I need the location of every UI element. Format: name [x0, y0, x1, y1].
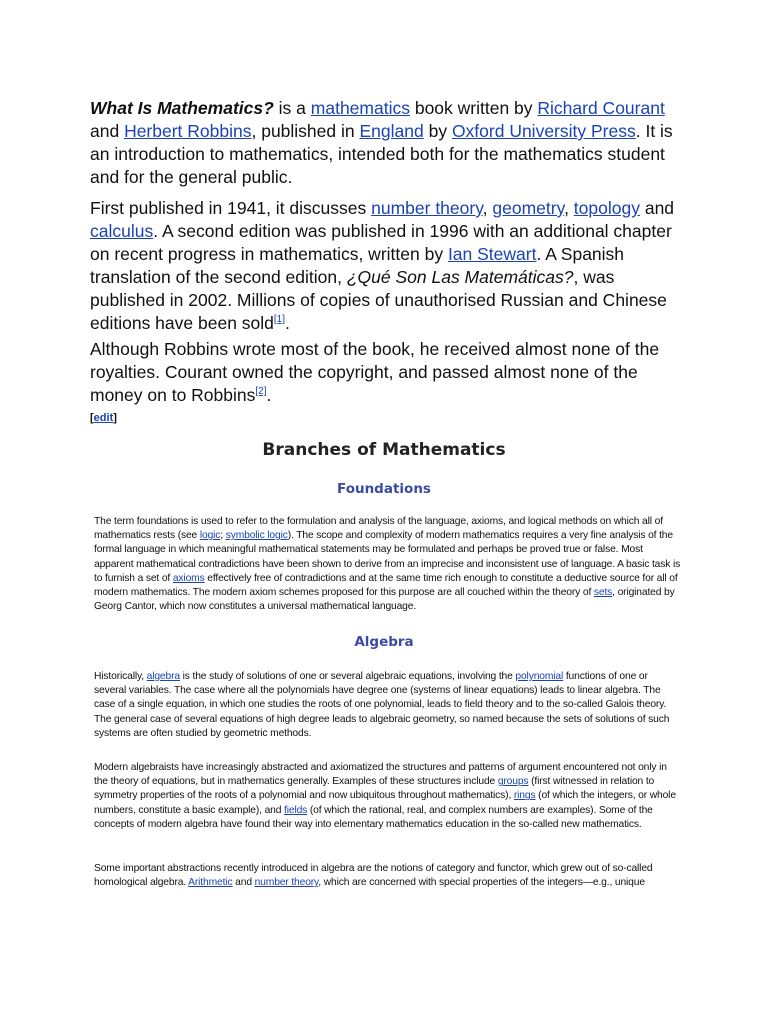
algebra-paragraph-2: Modern algebraists have increasingly abstracted and axiomatized the structures and patterns of argument encountered not only in the theory of equations, but in mathematics generally. Examples of these structures include groups (first witnessed in relation to symmetry properties of the roots of a polynomial and now ubiquitous throughout mathematics), rings (of which the integers, or whole numbers, constitute a basic example), and fields (of which the rational, real, and complex numbers are examples). Some of the concepts of modern algebra have found their way into elementary mathematics education in the so-called new mathematics. — [94, 762, 676, 830]
link-ian-stewart[interactable]: Ian Stewart — [447, 244, 537, 264]
algebra-paragraph-1: Historically, algebra is the study of solutions of one or several algebraic equations, involving the polynomial functions of one or several variables. The case where all the polynomials have degree one (systems of linear equations) leads to linear algebra. The case of a single equation, in which one studies the roots of one polynomial, leads to field theory and to the so-called Galois theory. The general case of several equations of high degree leads to algebraic geometry, so named because the sets of solutions of such systems are often studied by geometric methods. — [94, 671, 670, 739]
link-symbolic-logic[interactable]: symbolic logic — [225, 530, 288, 542]
book-title: What Is Mathematics? — [90, 98, 274, 118]
edit-section: [edit] — [90, 412, 117, 424]
spanish-title: ¿Qué Son Las Matemáticas? — [346, 267, 574, 287]
link-mathematics[interactable]: mathematics — [310, 98, 410, 118]
link-arithmetic[interactable]: Arithmetic — [188, 877, 233, 889]
algebra-paragraph-3: Some important abstractions recently introduced in algebra are the notions of category and functor, which grew out of so-called homological algebra. Arithmetic and number theory, which are concerned with special properties of the integers—e.g., unique — [94, 863, 653, 889]
link-richard-courant[interactable]: Richard Courant — [537, 98, 665, 118]
link-calculus[interactable]: calculus — [90, 221, 154, 241]
link-groups[interactable]: groups — [497, 776, 529, 788]
foundations-paragraph: The term foundations is used to refer to the formulation and analysis of the language, axioms, and logical methods on which all of mathematics rests (see logic; symbolic logic). The scope and complexity of modern mathematics requires a very fine analysis of the formal language in which meaningful mathematical statements may be formulated and perhaps be proved true or false. Most apparent mathematical contradictions have been shown to derive from an imprecise and inconsistent use of language. A basic task is to furnish a set of axioms effectively free of contradictions and at the same time rich enough to constitute a deductive source for all of modern mathematics. The modern axiom schemes proposed for this purpose are all couched within the theory of sets, originated by Georg Cantor, which now constitutes a universal mathematical language. — [94, 516, 681, 613]
link-geometry[interactable]: geometry — [492, 198, 565, 218]
reference-2-link[interactable]: [2] — [255, 386, 267, 397]
algebra-heading: Algebra — [354, 634, 414, 650]
link-number-theory-algebra[interactable]: number theory — [254, 877, 319, 889]
intro-paragraph-1: What Is Mathematics? is a mathematics book written by Richard Courant and Herbert Robbins, published in England by Oxford University Press. It is an introduction to mathematics, intended both for the mathematics student and for the general public. — [90, 98, 673, 187]
link-polynomial[interactable]: polynomial — [515, 671, 564, 682]
link-axioms[interactable]: axioms — [172, 572, 205, 584]
link-fields[interactable]: fields — [284, 804, 308, 816]
link-topology[interactable]: topology — [573, 198, 640, 218]
reference-1-link[interactable]: [1] — [273, 314, 286, 325]
link-herbert-robbins[interactable]: Herbert Robbins — [124, 121, 252, 141]
edit-link[interactable]: edit — [93, 412, 114, 424]
link-sets[interactable]: sets — [593, 587, 613, 599]
link-england[interactable]: England — [359, 121, 424, 141]
branches-heading: Branches of Mathematics — [262, 440, 506, 460]
link-logic[interactable]: logic — [199, 530, 221, 542]
intro-paragraph-3: Although Robbins wrote most of the book, he received almost none of the royalties. Courant owned the copyright, and passed almost none of the money on to Robbins[2]. — [90, 339, 660, 405]
foundations-heading: Foundations — [337, 481, 431, 497]
link-oxford-university-press[interactable]: Oxford University Press — [451, 121, 636, 141]
link-algebra[interactable]: algebra — [146, 671, 180, 682]
link-rings[interactable]: rings — [513, 790, 536, 802]
intro-paragraph-2: First published in 1941, it discusses number theory, geometry, topology and calculus. A second edition was published in 1996 with an additional chapter on recent progress in mathematics, written by Ian Stewart. A Spanish translation of the second edition, ¿Qué Son Las Matemáticas?, was published in 2002. Millions of copies of unauthorised Russian and Chinese editions have been sold[1]. — [90, 198, 675, 333]
link-number-theory[interactable]: number theory — [371, 198, 483, 218]
